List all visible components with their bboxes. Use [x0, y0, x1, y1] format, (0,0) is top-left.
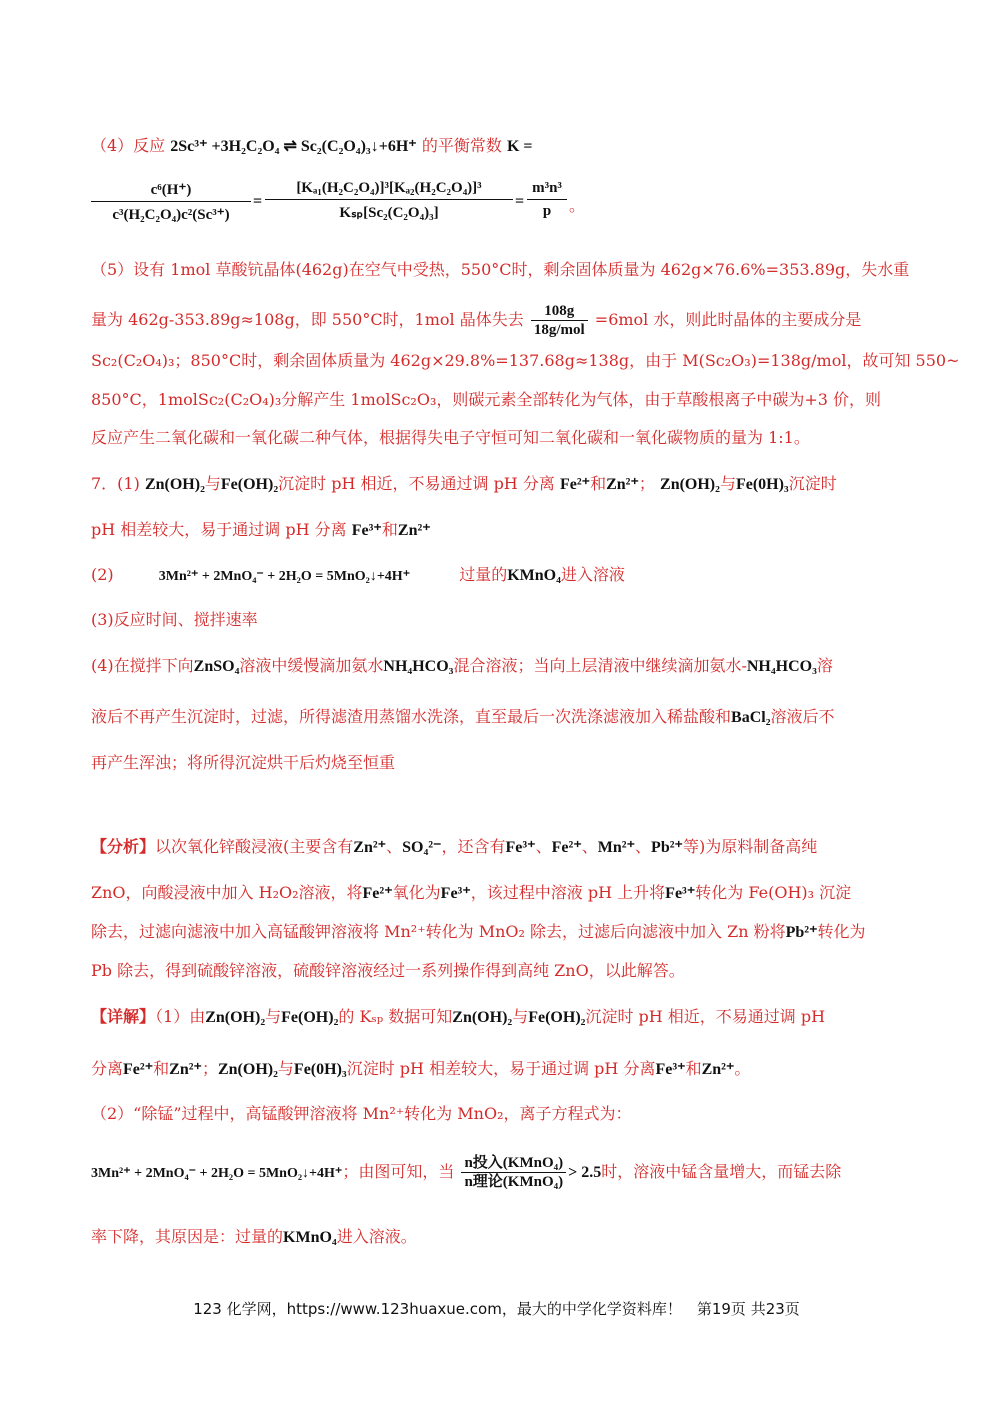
p4-reaction: 2Sc³⁺ +3H₂C₂O₄ ⇌ Sc₂(C₂O₄)₃↓+6H⁺ [170, 138, 417, 155]
q7-l6-b: 溶液后不 [770, 707, 835, 726]
pb2-ion: Pb²⁺ [785, 924, 818, 941]
q7-l3-b: 过量的 [459, 565, 508, 584]
semicolon: ； [638, 474, 655, 493]
znso4: ZnSO₄ [193, 658, 240, 675]
kmno4: KMnO₄ [507, 567, 561, 584]
detail-l1-a: （1）由 [155, 1007, 206, 1026]
analysis-line1 [91, 836, 903, 859]
fe3-ion: Fe³⁺ [665, 885, 696, 902]
fe-oh2: Fe(OH)₂ [281, 1009, 339, 1026]
p5-line2-b: =6mol 水，则此时晶体的主要成分是 [594, 310, 862, 329]
fe3-ion: Fe³⁺ [351, 522, 382, 539]
analysis-l2-b: 氧化为 [392, 883, 441, 902]
q7-line1 [91, 473, 903, 496]
detail-l2-a: 分离 [91, 1059, 124, 1078]
detail-line1 [91, 1006, 903, 1029]
word-he: 和 [381, 520, 398, 539]
p4-k: K = [506, 138, 533, 155]
zn2-ion: Zn²⁺ [606, 476, 639, 493]
analysis-l2-a: ZnO，向酸浸液中加入 H₂O₂溶液，将 [91, 883, 363, 902]
frac3-num: m³n³ [527, 180, 567, 200]
bacl2: BaCl₂ [731, 709, 771, 726]
nh4hco3: NH₄HCO₃ [746, 658, 817, 675]
zn-oh2: Zn(OH)₂ [144, 476, 205, 493]
page-footer: 123 化学网，https://www.123huaxue.com，最大的中学化学资料库！ 第19页 共23页 [193, 1300, 800, 1318]
q7-l2-a: pH 相差较大，易于通过调 pH 分离 [91, 520, 347, 539]
word-he: 和 [685, 1059, 702, 1078]
detail-l1-b: 的 Kₛₚ 数据可知 [338, 1007, 453, 1026]
dash: - [741, 656, 747, 675]
detail-line3: （2）“除锰”过程中，高锰酸钾溶液将 Mn²⁺转化为 MnO₂，离子方程式为： [91, 1104, 632, 1123]
p5-frac-num: 108g [531, 302, 588, 321]
word-yu: 与 [719, 474, 736, 493]
fe-oh3: Fe(0H)₃ [293, 1061, 347, 1078]
zn2-ion: Zn²⁺ [701, 1061, 735, 1078]
mn-equation-2: 3Mn²⁺ + 2MnO₄⁻ + 2H₂O = 5MnO₂↓+4H⁺ [91, 1166, 343, 1181]
zn2-ion: Zn²⁺ [397, 522, 431, 539]
word-yu: 与 [204, 474, 221, 493]
detail-line4 [91, 1150, 903, 1194]
frac2 [265, 180, 513, 222]
mn2-ion: Mn²⁺ [597, 839, 636, 856]
frac1-num: c⁶(H⁺) [91, 180, 251, 202]
p5-line2-a: 量为 462g-353.89g≈108g，即 550°C时，1mol 晶体失去 [91, 310, 524, 329]
sep: 、 [581, 837, 598, 856]
sep: 、 [635, 837, 652, 856]
p5-line3: Sc₂(C₂O₄)₃；850°C时，剩余固体质量为 462g×29.8%=137.68g≈138g，由于 M(Sc₂O₃)=138g/mol，故可知 550~ [91, 351, 960, 370]
frac1 [91, 180, 251, 224]
analysis-line3 [91, 921, 903, 944]
word-he: 和 [590, 474, 607, 493]
q7-l5-c: 混合溶液；当向上层清液中继续滴加氨水 [453, 656, 742, 675]
ratio-threshold: > 2.5 [568, 1164, 602, 1181]
p5-line5: 反应产生二氧化碳和一氧化碳二种气体，根据得失电子守恒可知二氧化碳和一氧化碳物质的量为 1:1。 [91, 428, 810, 447]
q7-line5 [91, 655, 903, 678]
pb2-ion: Pb²⁺ [651, 839, 683, 856]
analysis-l1-c: 等)为原料制备高纯 [682, 837, 818, 856]
analysis-line4: Pb 除去，得到硫酸锌溶液，硫酸锌溶液经过一系列操作得到高纯 ZnO，以此解答。 [91, 961, 685, 980]
fe3-ion: Fe³⁺ [440, 885, 471, 902]
detail-l1-c: 沉淀时 pH 相近，不易通过调 pH [585, 1007, 826, 1026]
analysis-l1-b: ，还含有 [441, 837, 506, 856]
kmno4: KMnO₄ [283, 1229, 337, 1246]
so4-ion: SO₄²⁻ [402, 839, 442, 856]
sep: 、 [535, 837, 552, 856]
ratio-den: n理论(KMnO₄) [464, 1174, 564, 1190]
word-yu: 与 [265, 1007, 282, 1026]
p4-end: 。 [569, 198, 586, 215]
zn-oh2: Zn(OH)₂ [660, 476, 720, 493]
p5-water-fraction [531, 302, 588, 339]
p5-line4: 850°C，1molSc₂(C₂O₄)₃分解产生 1molSc₂O₃，则碳元素全部转化为气体，由于草酸根离子中碳为+3 价，则 [91, 390, 882, 409]
q7-number: 7．(1) [91, 474, 140, 493]
fe3-ion: Fe³⁺ [505, 839, 536, 856]
eq-sign-2: = [515, 193, 525, 210]
fe-oh2: Fe(OH)₂ [528, 1009, 586, 1026]
mn-equation: 3Mn²⁺ + 2MnO₄⁻ + 2H₂O = 5MnO₂↓+4H⁺ [158, 569, 411, 584]
analysis-line2 [91, 882, 903, 905]
analysis-l2-c: ，该过程中溶液 pH 上升将 [470, 883, 666, 902]
fe3-ion: Fe³⁺ [655, 1061, 686, 1078]
sep: 、 [386, 837, 403, 856]
q7-l5-b: 溶液中缓慢滴加氨水 [239, 656, 384, 675]
q7-l5-d: 溶 [816, 656, 833, 675]
q7-line6 [91, 706, 903, 729]
q7-l3-c: 进入溶液 [560, 565, 625, 584]
q7-l1-b: 沉淀时 pH 相近，不易通过调 pH 分离 [278, 474, 555, 493]
analysis-l2-d: 转化为 Fe(OH)₃ 沉淀 [695, 883, 852, 902]
zn-oh2: Zn(OH)₂ [452, 1009, 513, 1026]
analysis-tag: 【分析】 [91, 837, 156, 856]
frac1-den: c³(H₂C₂O₄)c²(Sc³⁺) [112, 207, 230, 223]
analysis-l3-a: 除去，过滤向滤液中加入高锰酸钾溶液将 Mn²⁺转化为 MnO₂ 除去，过滤后向滤液中加入 Zn 粉将 [91, 922, 786, 941]
analysis-l1-a: 以次氧化锌酸浸液(主要含有 [155, 837, 354, 856]
frac2-den: Kₛₚ[Sc₂(C₂O₄)₃] [339, 205, 439, 221]
q7-l5-a: (4)在搅拌下向 [91, 656, 194, 675]
q7-line4: (3)反应时间、搅拌速率 [91, 610, 258, 629]
zn2-ion: Zn²⁺ [353, 839, 387, 856]
p4-prefix: （4）反应 [91, 136, 166, 155]
p4-line [91, 135, 903, 158]
word-yu: 与 [277, 1059, 294, 1078]
detail-l2-end: 。 [734, 1059, 751, 1078]
ratio-num: n投入(KMnO₄) [461, 1154, 566, 1173]
q7-line3 [91, 564, 903, 588]
fe2-ion: Fe²⁺ [362, 885, 393, 902]
fe-oh3: Fe(0H)₃ [735, 476, 789, 493]
q7-line7: 再产生浑浊；将所得沉淀烘干后灼烧至恒重 [91, 753, 396, 772]
q7-sub2-label: (2) [91, 565, 114, 584]
p5-line1: （5）设有 1mol 草酸钪晶体(462g)在空气中受热，550°C时，剩余固体质量为 462g×76.6%=353.89g，失水重 [91, 260, 910, 279]
zn-oh2: Zn(OH)₂ [217, 1061, 278, 1078]
fe-oh2: Fe(OH)₂ [220, 476, 279, 493]
word-yu: 与 [512, 1007, 529, 1026]
detail-line2 [91, 1058, 903, 1081]
semicolon: ； [201, 1059, 218, 1078]
zn2-ion: Zn²⁺ [169, 1061, 202, 1078]
analysis-l3-b: 转化为 [817, 922, 866, 941]
fe2-ion: Fe²⁺ [551, 839, 582, 856]
q7-l6-a: 液后不再产生沉淀时，过滤，所得滤渣用蒸馏水洗涤，直至最后一次洗涤滤液加入稀盐酸和 [91, 707, 732, 726]
q7-l1-c: 沉淀时 [788, 474, 837, 493]
detail-l5-a: 率下降，其原因是：过量的 [91, 1227, 284, 1246]
frac3-den: p [542, 203, 552, 219]
p4-equilibrium-expression [91, 180, 911, 240]
detail-tag: 【详解】 [91, 1007, 156, 1026]
q7-line2 [91, 519, 903, 542]
detail-l4-b: 时，溶液中锰含量增大，而锰去除 [601, 1162, 842, 1181]
fe2-ion: Fe²⁺ [559, 476, 591, 493]
kmno4-ratio-fraction [461, 1154, 566, 1191]
p5-line2 [91, 302, 903, 338]
detail-l5-b: 进入溶液。 [336, 1227, 417, 1246]
eq-sign-1: = [253, 193, 263, 210]
zn-oh2: Zn(OH)₂ [205, 1009, 266, 1026]
p4-suffix: 的平衡常数 [421, 136, 502, 155]
detail-line5 [91, 1226, 903, 1249]
frac3 [527, 180, 567, 220]
p5-frac-den: 18g/mol [533, 322, 585, 338]
nh4hco3: NH₄HCO₃ [383, 658, 454, 675]
fe2-ion: Fe²⁺ [123, 1061, 154, 1078]
frac2-num: [Kₐ₁(H₂C₂O₄)]³[Kₐ₂(H₂C₂O₄)]³ [265, 180, 513, 200]
detail-l4-a: ；由图可知，当 [342, 1162, 455, 1181]
detail-l2-b: 沉淀时 pH 相差较大，易于通过调 pH 分离 [346, 1059, 656, 1078]
word-he: 和 [153, 1059, 170, 1078]
